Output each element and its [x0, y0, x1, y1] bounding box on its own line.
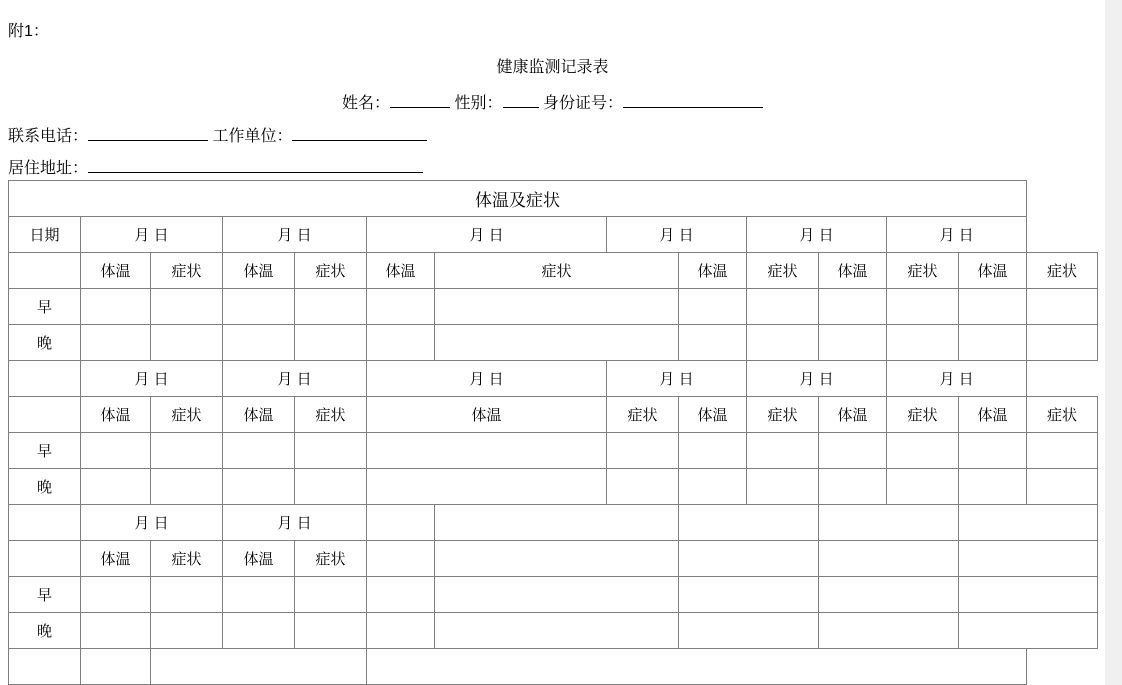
date-cell[interactable]: 月 日 — [367, 217, 607, 253]
entry-cell[interactable] — [367, 469, 607, 505]
empty-cell — [679, 505, 819, 541]
symptom-header: 症状 — [607, 397, 679, 433]
date-cell[interactable]: 月 日 — [887, 217, 1027, 253]
date-cell[interactable]: 月 日 — [607, 361, 747, 397]
entry-cell[interactable] — [81, 469, 151, 505]
entry-cell[interactable] — [367, 325, 435, 361]
entry-cell[interactable] — [747, 325, 819, 361]
entry-cell[interactable] — [1027, 289, 1098, 325]
gender-field[interactable] — [503, 90, 539, 108]
id-number-field[interactable] — [623, 90, 763, 108]
phone-label: 联系电话： — [8, 128, 89, 145]
temp-header: 体温 — [81, 397, 151, 433]
temp-header: 体温 — [81, 541, 151, 577]
name-label: 姓名： — [342, 95, 391, 112]
entry-cell[interactable] — [1027, 469, 1098, 505]
entry-cell[interactable] — [223, 433, 295, 469]
entry-cell[interactable] — [819, 613, 959, 649]
symptom-header: 症状 — [747, 397, 819, 433]
entry-cell[interactable] — [151, 433, 223, 469]
entry-cell[interactable] — [819, 433, 887, 469]
empty-cell — [679, 541, 819, 577]
contact-line — [8, 123, 427, 146]
entry-cell[interactable] — [819, 577, 959, 613]
table-row-evening-2 — [9, 469, 1098, 505]
entry-cell[interactable] — [435, 325, 679, 361]
entry-cell[interactable] — [747, 433, 819, 469]
entry-cell[interactable] — [959, 433, 1027, 469]
entry-cell[interactable] — [607, 433, 679, 469]
table-row-date-1 — [9, 217, 1098, 253]
symptom-header: 症状 — [1027, 253, 1098, 289]
table-row-morning-3 — [9, 577, 1098, 613]
empty-cell — [9, 253, 81, 289]
symptom-header: 症状 — [295, 253, 367, 289]
temp-header: 体温 — [223, 253, 295, 289]
entry-cell[interactable] — [367, 577, 435, 613]
phone-field[interactable] — [88, 123, 208, 141]
date-cell[interactable]: 月 日 — [887, 361, 1027, 397]
entry-cell[interactable] — [887, 433, 959, 469]
symptom-header: 症状 — [295, 541, 367, 577]
symptom-header: 症状 — [1027, 397, 1098, 433]
table-row-trailing — [9, 649, 1098, 685]
entry-cell[interactable] — [223, 469, 295, 505]
table-row-subhead-2 — [9, 397, 1098, 433]
symptom-header: 症状 — [435, 253, 679, 289]
identity-line — [0, 90, 1105, 113]
temp-header: 体温 — [819, 253, 887, 289]
entry-cell[interactable] — [747, 469, 819, 505]
temp-header: 体温 — [367, 253, 435, 289]
entry-cell[interactable] — [679, 433, 747, 469]
entry-cell[interactable] — [819, 325, 887, 361]
attachment-label: 附1： — [8, 23, 49, 40]
name-field[interactable] — [390, 90, 450, 108]
entry-cell[interactable] — [435, 289, 679, 325]
date-cell[interactable]: 月 日 — [747, 217, 887, 253]
entry-cell[interactable] — [819, 289, 887, 325]
entry-cell[interactable] — [367, 289, 435, 325]
entry-cell[interactable] — [151, 577, 223, 613]
entry-cell[interactable] — [679, 613, 819, 649]
temp-header: 体温 — [223, 541, 295, 577]
entry-cell[interactable] — [81, 649, 151, 685]
symptom-header: 症状 — [295, 397, 367, 433]
health-monitoring-table — [8, 180, 1098, 685]
table-row-date-2 — [9, 361, 1098, 397]
address-field[interactable] — [88, 155, 423, 173]
table-row-banner — [9, 181, 1098, 217]
entry-cell[interactable] — [959, 325, 1027, 361]
entry-cell[interactable] — [151, 613, 223, 649]
date-cell[interactable]: 月 日 — [81, 217, 223, 253]
entry-cell[interactable] — [367, 433, 607, 469]
table-row-evening-1 — [9, 325, 1098, 361]
entry-cell[interactable] — [959, 469, 1027, 505]
entry-cell[interactable] — [295, 325, 367, 361]
evening-label: 晚 — [9, 469, 81, 505]
date-cell[interactable]: 月 日 — [81, 361, 223, 397]
temp-header: 体温 — [223, 397, 295, 433]
symptom-header: 症状 — [151, 397, 223, 433]
date-cell[interactable]: 月 日 — [223, 505, 367, 541]
entry-cell[interactable] — [81, 289, 151, 325]
morning-label: 早 — [9, 433, 81, 469]
entry-cell[interactable] — [223, 289, 295, 325]
entry-cell[interactable] — [959, 613, 1098, 649]
empty-cell — [367, 541, 435, 577]
entry-cell[interactable] — [435, 613, 679, 649]
empty-cell — [9, 361, 81, 397]
entry-cell[interactable] — [887, 469, 959, 505]
temp-header: 体温 — [959, 253, 1027, 289]
empty-cell — [9, 397, 81, 433]
entry-cell[interactable] — [295, 613, 367, 649]
empty-cell — [435, 505, 679, 541]
temp-header: 体温 — [367, 397, 607, 433]
entry-cell[interactable] — [151, 649, 367, 685]
temp-header: 体温 — [959, 397, 1027, 433]
symptom-header: 症状 — [887, 253, 959, 289]
entry-cell[interactable] — [223, 325, 295, 361]
symptom-header: 症状 — [151, 541, 223, 577]
date-cell[interactable]: 月 日 — [223, 361, 367, 397]
entry-cell[interactable] — [295, 577, 367, 613]
address-line — [8, 155, 423, 178]
empty-cell — [435, 541, 679, 577]
entry-cell[interactable] — [151, 325, 223, 361]
date-cell[interactable]: 月 日 — [81, 505, 223, 541]
entry-cell[interactable] — [81, 577, 151, 613]
symptom-header: 症状 — [747, 253, 819, 289]
table-row-subhead-1 — [9, 253, 1098, 289]
temp-header: 体温 — [819, 397, 887, 433]
table-row-morning-2 — [9, 433, 1098, 469]
page-title: 健康监测记录表 — [496, 59, 609, 76]
gender-label: 性别： — [454, 95, 503, 112]
entry-cell[interactable] — [887, 325, 959, 361]
temp-header: 体温 — [679, 253, 747, 289]
symptom-header: 症状 — [151, 253, 223, 289]
entry-cell[interactable] — [959, 577, 1098, 613]
empty-cell — [819, 505, 959, 541]
entry-cell[interactable] — [81, 433, 151, 469]
entry-cell[interactable] — [819, 469, 887, 505]
entry-cell[interactable] — [679, 469, 747, 505]
entry-cell[interactable] — [9, 649, 81, 685]
entry-cell[interactable] — [959, 289, 1027, 325]
table-row-subhead-3 — [9, 541, 1098, 577]
date-cell[interactable]: 月 日 — [607, 217, 747, 253]
entry-cell[interactable] — [223, 577, 295, 613]
entry-cell[interactable] — [367, 649, 1027, 685]
empty-cell — [9, 505, 81, 541]
entry-cell[interactable] — [367, 613, 435, 649]
entry-cell[interactable] — [151, 469, 223, 505]
entry-cell[interactable] — [1027, 325, 1098, 361]
entry-cell[interactable] — [295, 433, 367, 469]
entry-cell[interactable] — [295, 289, 367, 325]
empty-cell — [959, 541, 1098, 577]
empty-cell — [9, 541, 81, 577]
entry-cell[interactable] — [81, 613, 151, 649]
entry-cell[interactable] — [679, 289, 747, 325]
entry-cell[interactable] — [607, 469, 679, 505]
symptom-header: 症状 — [887, 397, 959, 433]
table-row-evening-3 — [9, 613, 1098, 649]
evening-label: 晚 — [9, 613, 81, 649]
entry-cell[interactable] — [435, 577, 679, 613]
temp-header: 体温 — [81, 253, 151, 289]
date-cell[interactable]: 月 日 — [223, 217, 367, 253]
entry-cell[interactable] — [679, 577, 819, 613]
table-row-date-3 — [9, 505, 1098, 541]
morning-label: 早 — [9, 289, 81, 325]
address-label: 居住地址： — [8, 160, 89, 177]
empty-cell — [367, 505, 435, 541]
morning-label: 早 — [9, 577, 81, 613]
date-cell[interactable]: 月 日 — [747, 361, 887, 397]
entry-cell[interactable] — [747, 289, 819, 325]
date-header: 日期 — [9, 217, 81, 253]
entry-cell[interactable] — [887, 289, 959, 325]
table-row-morning-1 — [9, 289, 1098, 325]
workplace-field[interactable] — [292, 123, 427, 141]
entry-cell[interactable] — [1027, 433, 1098, 469]
empty-cell — [819, 541, 959, 577]
evening-label: 晚 — [9, 325, 81, 361]
entry-cell[interactable] — [295, 469, 367, 505]
empty-cell — [959, 505, 1098, 541]
table-banner: 体温及症状 — [9, 181, 1027, 217]
date-cell[interactable]: 月 日 — [367, 361, 607, 397]
entry-cell[interactable] — [223, 613, 295, 649]
entry-cell[interactable] — [151, 289, 223, 325]
temp-header: 体温 — [679, 397, 747, 433]
workplace-label: 工作单位： — [212, 128, 293, 145]
entry-cell[interactable] — [81, 325, 151, 361]
entry-cell[interactable] — [679, 325, 747, 361]
id-number-label: 身份证号： — [542, 95, 623, 112]
